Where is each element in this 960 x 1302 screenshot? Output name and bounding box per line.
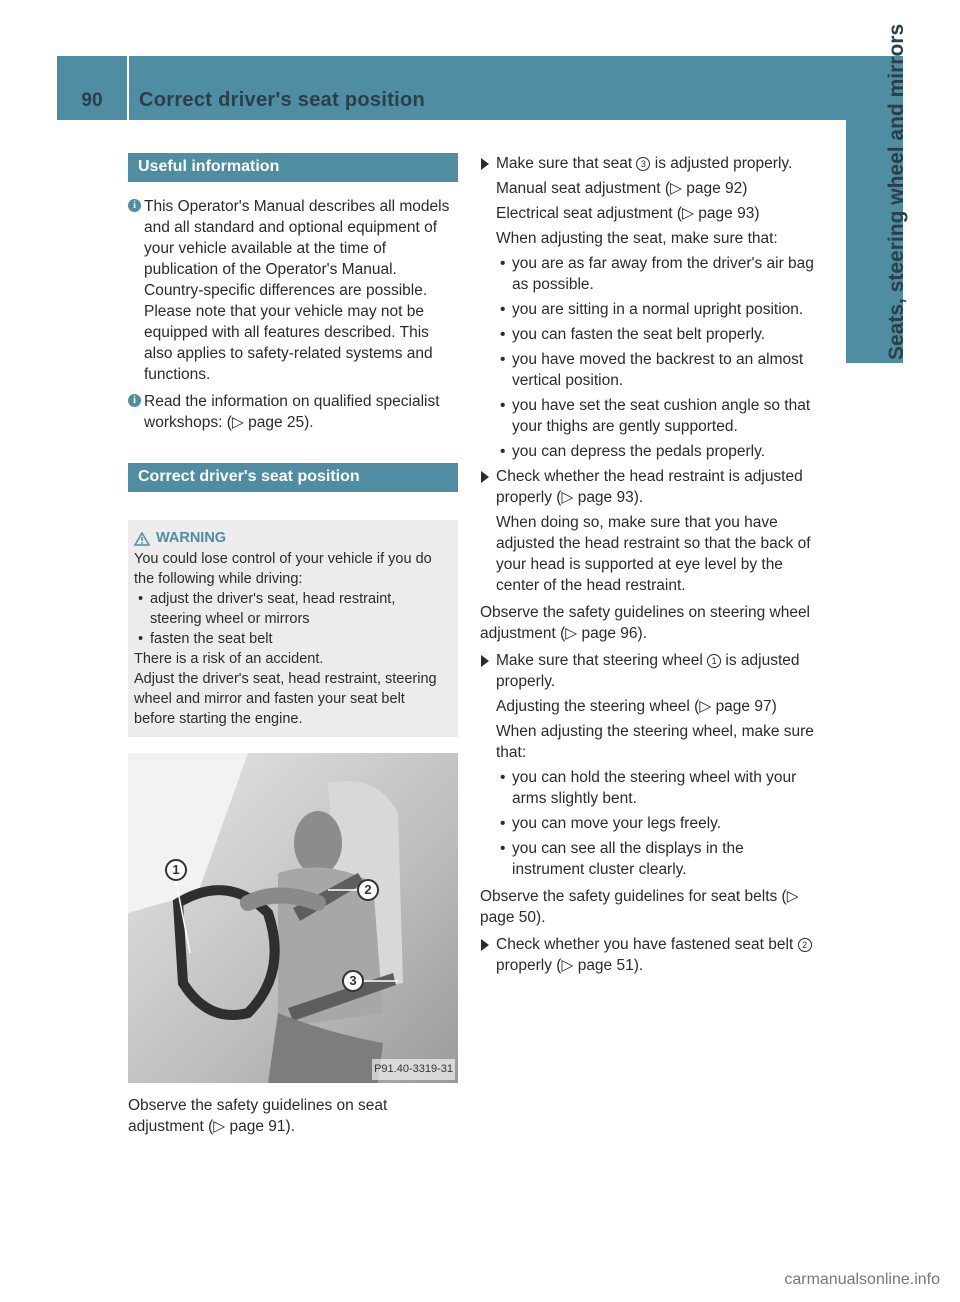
warning-advice: Adjust the driver's seat, head restraint, steering wheel and mirror and fasten your seat belt before starting the engine. [134, 671, 437, 727]
watermark: carmanualsonline.info [784, 1271, 940, 1288]
driver-illustration [128, 753, 458, 1083]
adjusting-steering-reference: Adjusting the steering wheel (▷ page 97) [496, 698, 777, 715]
left-column [128, 153, 458, 1137]
seat-bullet: • you have moved the backrest to an almost vertical position. [496, 349, 816, 391]
circled-number: 1 [707, 654, 721, 668]
warning-bullet: • fasten the seat belt [134, 629, 448, 649]
step-steering-wheel [480, 650, 816, 692]
info-paragraph [128, 196, 458, 385]
seat-bullet: • you have set the seat cushion angle so that your thighs are gently supported. [496, 395, 816, 437]
seat-bullet: • you are as far away from the driver's air bag as possible. [496, 253, 816, 295]
steering-bullet: • you can hold the steering wheel with your arms slightly bent. [496, 767, 816, 809]
useful-info-heading: Useful information [128, 153, 458, 182]
info-text: Read the information on qualified specialist workshops: (▷ page 25). [144, 393, 440, 431]
callout-steering-wheel: 1 [165, 859, 187, 881]
step-arrow-icon [481, 471, 489, 483]
seat-bullet: • you can fasten the seat belt properly. [496, 324, 816, 345]
seat-bullet: • you can depress the pedals properly. [496, 441, 816, 462]
steering-when-text: When adjusting the steering wheel, make sure that: [496, 723, 814, 761]
head-restraint-detail: When doing so, make sure that you have adjusted the head restraint so that the back of your head is supported at eye level by the center of the head restraint. [496, 514, 811, 594]
right-column [480, 153, 816, 976]
step-seat-belt [480, 934, 816, 976]
step-text: is adjusted properly. [496, 652, 800, 690]
step-text: properly (▷ page 51). [496, 957, 644, 974]
step-text: Make sure that steering wheel [496, 652, 708, 669]
step-text: Check whether you have fastened seat belt [496, 936, 798, 953]
page-header [57, 56, 903, 120]
step-text: Check whether the head restraint is adjusted properly (▷ page 93). [496, 468, 803, 506]
circled-number: 2 [798, 938, 812, 952]
warning-box [128, 520, 458, 737]
seat-when-text: When adjusting the seat, make sure that: [496, 230, 778, 247]
steering-bullet: • you can move your legs freely. [496, 813, 816, 834]
page-title: Correct driver's seat position [139, 89, 426, 111]
step-arrow-icon [481, 939, 489, 951]
warning-risk: There is a risk of an accident. [134, 651, 324, 667]
seat-belt-observe-text: Observe the safety guidelines for seat belts (▷ page 50). [480, 888, 799, 926]
chapter-label: Seats, steering wheel and mirrors [885, 23, 908, 360]
step-seat [480, 153, 816, 174]
warning-intro: You could lose control of your vehicle if you do the following while driving: [134, 551, 432, 587]
warning-triangle-icon [134, 532, 150, 546]
circled-number: 3 [636, 157, 650, 171]
manual-seat-reference: Manual seat adjustment (▷ page 92) [496, 180, 748, 197]
steering-details [480, 696, 816, 880]
steering-bullet: • you can see all the displays in the instrument cluster clearly. [496, 838, 816, 880]
seat-bullet: • you are sitting in a normal upright position. [496, 299, 816, 320]
photo-caption: Observe the safety guidelines on seat adjustment (▷ page 91). [128, 1097, 388, 1135]
driver-seat-photo [128, 753, 458, 1083]
header-divider [127, 56, 129, 120]
callout-seat: 3 [342, 970, 364, 992]
step-details [480, 178, 816, 462]
step-text: Make sure that seat [496, 155, 637, 172]
step-arrow-icon [481, 158, 489, 170]
step-head-restraint [480, 466, 816, 508]
step-arrow-icon [481, 655, 489, 667]
info-icon: i [128, 394, 141, 407]
step-text: is adjusted properly. [650, 155, 793, 172]
warning-bullet: • adjust the driver's seat, head restraint, steering wheel or mirrors [134, 589, 448, 629]
seat-position-heading: Correct driver's seat position [128, 463, 458, 492]
callout-seat-belt: 2 [357, 879, 379, 901]
info-paragraph [128, 391, 458, 433]
electrical-seat-reference: Electrical seat adjustment (▷ page 93) [496, 205, 760, 222]
warning-label: WARNING [156, 530, 227, 546]
info-icon: i [128, 199, 141, 212]
warning-title [134, 528, 448, 549]
info-text: This Operator's Manual describes all models and all standard and optional equipment of your vehicle available at the time of publication of the Operator's Manual. Country-specific differences are possible. Please note that your vehicle may not be equipped with all features described. This also applies to safety-related systems and functions. [144, 198, 450, 383]
page-number: 90 [81, 90, 103, 111]
photo-code: P91.40-3319-31 [372, 1059, 455, 1080]
steering-observe-text: Observe the safety guidelines on steering wheel adjustment (▷ page 96). [480, 604, 811, 642]
